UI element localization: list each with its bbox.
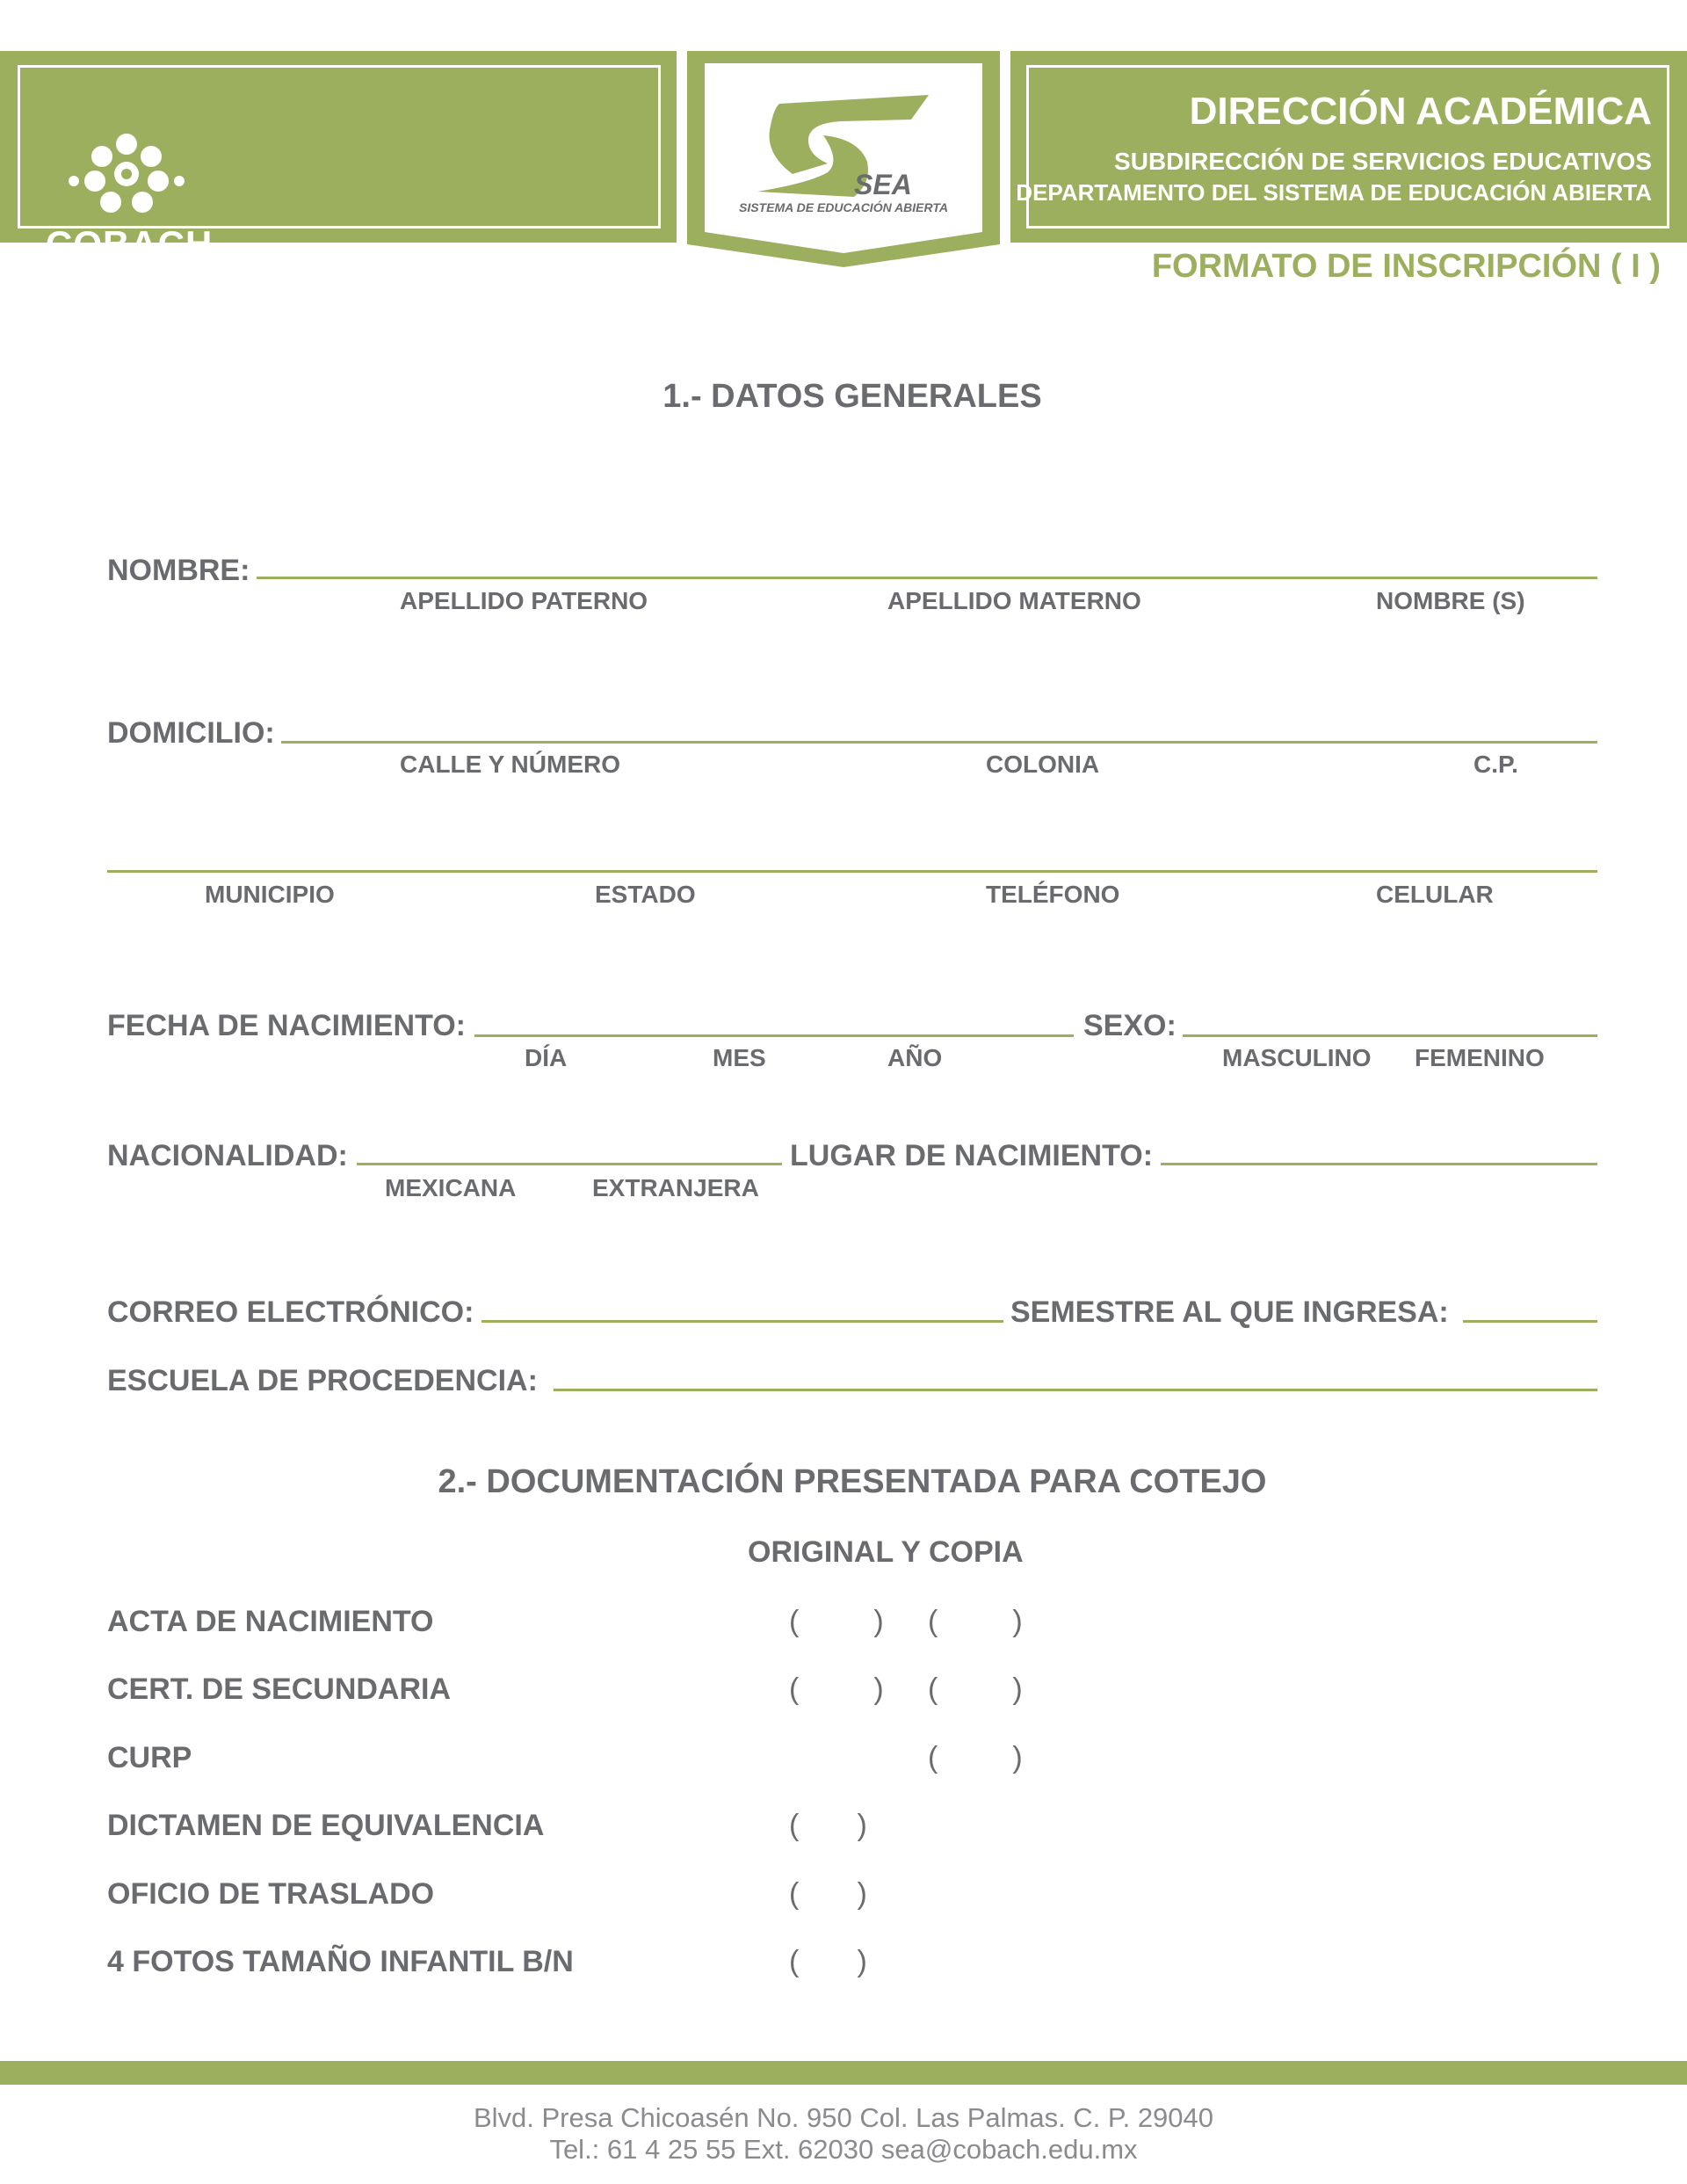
doc-cert-label: CERT. DE SECUNDARIA: [107, 1672, 452, 1706]
semestre-label: SEMESTRE AL QUE INGRESA:: [1010, 1295, 1449, 1329]
cert-original-checkbox[interactable]: ( ): [789, 1672, 884, 1706]
footer-contact: Tel.: 61 4 25 55 Ext. 62030 sea@cobach.edu.mx: [549, 2134, 1138, 2165]
nacionalidad-field[interactable]: [357, 1163, 782, 1165]
acta-original-checkbox[interactable]: ( ): [789, 1605, 884, 1638]
doc-oficio-label: OFICIO DE TRASLADO: [107, 1877, 435, 1911]
escuela-field[interactable]: [554, 1389, 1597, 1391]
correo-label: CORREO ELECTRÓNICO:: [107, 1295, 474, 1329]
header-left-panel: [0, 51, 677, 265]
sea-logo-subtitle: SISTEMA DE EDUCACIÓN ABIERTA: [738, 200, 948, 214]
section2-title: 2.- DOCUMENTACIÓN PRESENTADA PARA COTEJO: [438, 1463, 1267, 1500]
header-title: DIRECCIÓN ACADÉMICA: [1189, 90, 1652, 133]
acta-copia-checkbox[interactable]: ( ): [928, 1605, 1023, 1638]
escuela-label: ESCUELA DE PROCEDENCIA:: [107, 1364, 538, 1397]
nombre-label: NOMBRE:: [107, 554, 250, 587]
lugar-nacimiento-label: LUGAR DE NACIMIENTO:: [790, 1139, 1154, 1172]
municipio-field[interactable]: [107, 870, 1597, 873]
dia-label: DÍA: [525, 1044, 568, 1071]
telefono-label: TELÉFONO: [986, 881, 1120, 908]
apellido-materno-label: APELLIDO MATERNO: [887, 587, 1141, 614]
calle-numero-label: CALLE Y NÚMERO: [400, 751, 620, 778]
nombres-label: NOMBRE (S): [1376, 587, 1525, 614]
domicilio-field[interactable]: [281, 741, 1597, 744]
original-copia-label: ORIGINAL Y COPIA: [748, 1535, 1024, 1569]
semestre-field[interactable]: [1463, 1320, 1597, 1323]
lugar-nacimiento-field[interactable]: [1161, 1163, 1597, 1165]
doc-acta-label: ACTA DE NACIMIENTO: [107, 1605, 434, 1638]
header-subtitle-1: SUBDIRECCIÓN DE SERVICIOS EDUCATIVOS: [1114, 148, 1652, 175]
cert-copia-checkbox[interactable]: ( ): [928, 1672, 1023, 1706]
footer-bar: [0, 2061, 1687, 2085]
cobach-logo-icon: [63, 132, 190, 227]
fecha-nacimiento-field[interactable]: [474, 1034, 1074, 1037]
fotos-checkbox[interactable]: ( ): [789, 1945, 867, 1978]
doc-fotos-label: 4 FOTOS TAMAÑO INFANTIL B/N: [107, 1945, 574, 1978]
section1-title: 1.- DATOS GENERALES: [662, 378, 1042, 415]
nacionalidad-label: NACIONALIDAD:: [107, 1139, 348, 1172]
masculino-label: MASCULINO: [1222, 1044, 1372, 1071]
celular-label: CELULAR: [1376, 881, 1494, 908]
sea-logo-text: SEA: [854, 169, 912, 200]
estado-label: ESTADO: [595, 881, 696, 908]
correo-field[interactable]: [481, 1320, 1003, 1323]
doc-curp-label: CURP: [107, 1741, 192, 1774]
fecha-nacimiento-label: FECHA DE NACIMIENTO:: [107, 1009, 466, 1042]
oficio-checkbox[interactable]: ( ): [789, 1877, 867, 1911]
mes-label: MES: [713, 1044, 766, 1071]
form-title: FORMATO DE INSCRIPCIÓN ( I ): [1151, 248, 1661, 285]
mexicana-label: MEXICANA: [385, 1174, 517, 1201]
municipio-label: MUNICIPIO: [205, 881, 335, 908]
sexo-field[interactable]: [1183, 1034, 1597, 1037]
cp-label: C.P.: [1473, 751, 1518, 778]
footer-address: Blvd. Presa Chicoasén No. 950 Col. Las Palmas. C. P. 29040: [473, 2102, 1214, 2133]
header-subtitle-2: DEPARTAMENTO DEL SISTEMA DE EDUCACIÓN ABIERTA: [1016, 179, 1652, 206]
extranjera-label: EXTRANJERA: [592, 1174, 759, 1201]
nombre-field[interactable]: [257, 577, 1597, 579]
sexo-label: SEXO:: [1083, 1009, 1177, 1042]
curp-copia-checkbox[interactable]: ( ): [928, 1741, 1023, 1774]
colonia-label: COLONIA: [986, 751, 1100, 778]
apellido-paterno-label: APELLIDO PATERNO: [400, 587, 648, 614]
doc-dictamen-label: DICTAMEN DE EQUIVALENCIA: [107, 1809, 545, 1842]
cobach-logo-text: COBACH: [46, 223, 214, 265]
dictamen-checkbox[interactable]: ( ): [789, 1809, 867, 1842]
domicilio-label: DOMICILIO:: [107, 716, 275, 750]
anio-label: AÑO: [887, 1044, 943, 1071]
femenino-label: FEMENINO: [1415, 1044, 1545, 1071]
header-right-panel: [1010, 51, 1687, 243]
sea-badge: [687, 51, 1000, 267]
